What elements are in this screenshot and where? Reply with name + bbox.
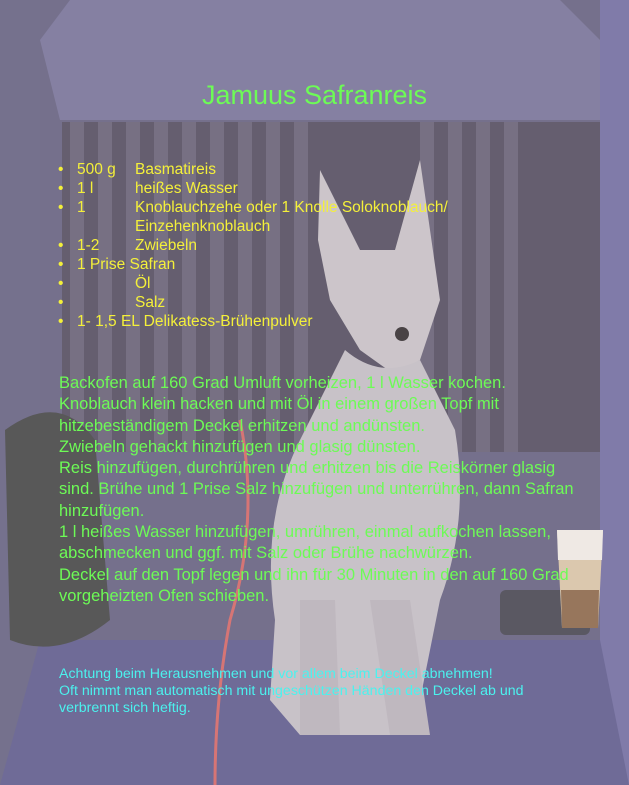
ingredient-name: Knoblauchzehe oder 1 Knolle Soloknoblauch/ (135, 199, 448, 216)
recipe-title: Jamuus Safranreis (201, 80, 428, 110)
instruction-step: Deckel auf den Topf legen und ihn für 30 Minuten in den auf 160 Grad vorgeheizten Ofen schieben. (59, 565, 569, 605)
ingredient-qty: 1-2 (77, 237, 100, 254)
ingredient-name: 1- 1,5 EL Delikatess-Brühenpulver (77, 313, 313, 330)
ingredient-item (58, 198, 448, 236)
ingredient-item (58, 179, 448, 198)
ingredient-name-continuation: Einzehenknoblauch (135, 218, 271, 235)
ingredient-item (58, 160, 448, 179)
ingredient-item (58, 255, 448, 274)
ingredient-name: heißes Wasser (135, 180, 238, 197)
ingredient-name: 1 Prise Safran (77, 256, 176, 273)
warning-note (59, 666, 579, 717)
ingredient-item (58, 312, 448, 331)
instructions (59, 373, 579, 607)
ingredient-qty: 500 g (77, 161, 116, 178)
instruction-step: Knoblauch klein hacken und mit Öl in einem großen Topf mit hitzebeständigem Deckel erhitzen und andünsten. (59, 395, 499, 435)
warning-line: Oft nimmt man automatisch mit ungeschützen Händen den Deckel ab und verbrennt sich heftig. (59, 683, 524, 716)
warning-line: Achtung beim Herausnehmen und vor allem beim Deckel abnehmen! (59, 666, 493, 682)
ingredient-qty: 1 (77, 199, 86, 216)
ingredient-name: Basmatireis (135, 161, 216, 178)
instruction-step: 1 l heißes Wasser hinzufügen, umrühren, einmal aufkochen lassen, abschmecken und ggf. mit Salz oder Brühe nachwürzen. (59, 523, 551, 563)
instruction-step: Reis hinzufügen, durchrühren und erhitzen bis die Reiskörner glasig sind. Brühe und 1 Prise Salz hinzufügen und unterrühren, dann Safran hinzufügen. (59, 459, 574, 520)
ingredient-name: Öl (135, 275, 151, 292)
ingredient-name: Salz (135, 294, 166, 311)
ingredient-item (58, 236, 448, 255)
instruction-step: Zwiebeln gehackt hinzufügen und glasig dünsten. (59, 437, 421, 456)
ingredient-item (58, 274, 448, 293)
ingredient-qty: 1 l (77, 180, 94, 197)
ingredient-name: Zwiebeln (135, 237, 198, 254)
instruction-step: Backofen auf 160 Grad Umluft vorheizen, 1 l Wasser kochen. (59, 374, 506, 392)
ingredient-item (58, 293, 448, 312)
ingredient-list (58, 160, 448, 331)
